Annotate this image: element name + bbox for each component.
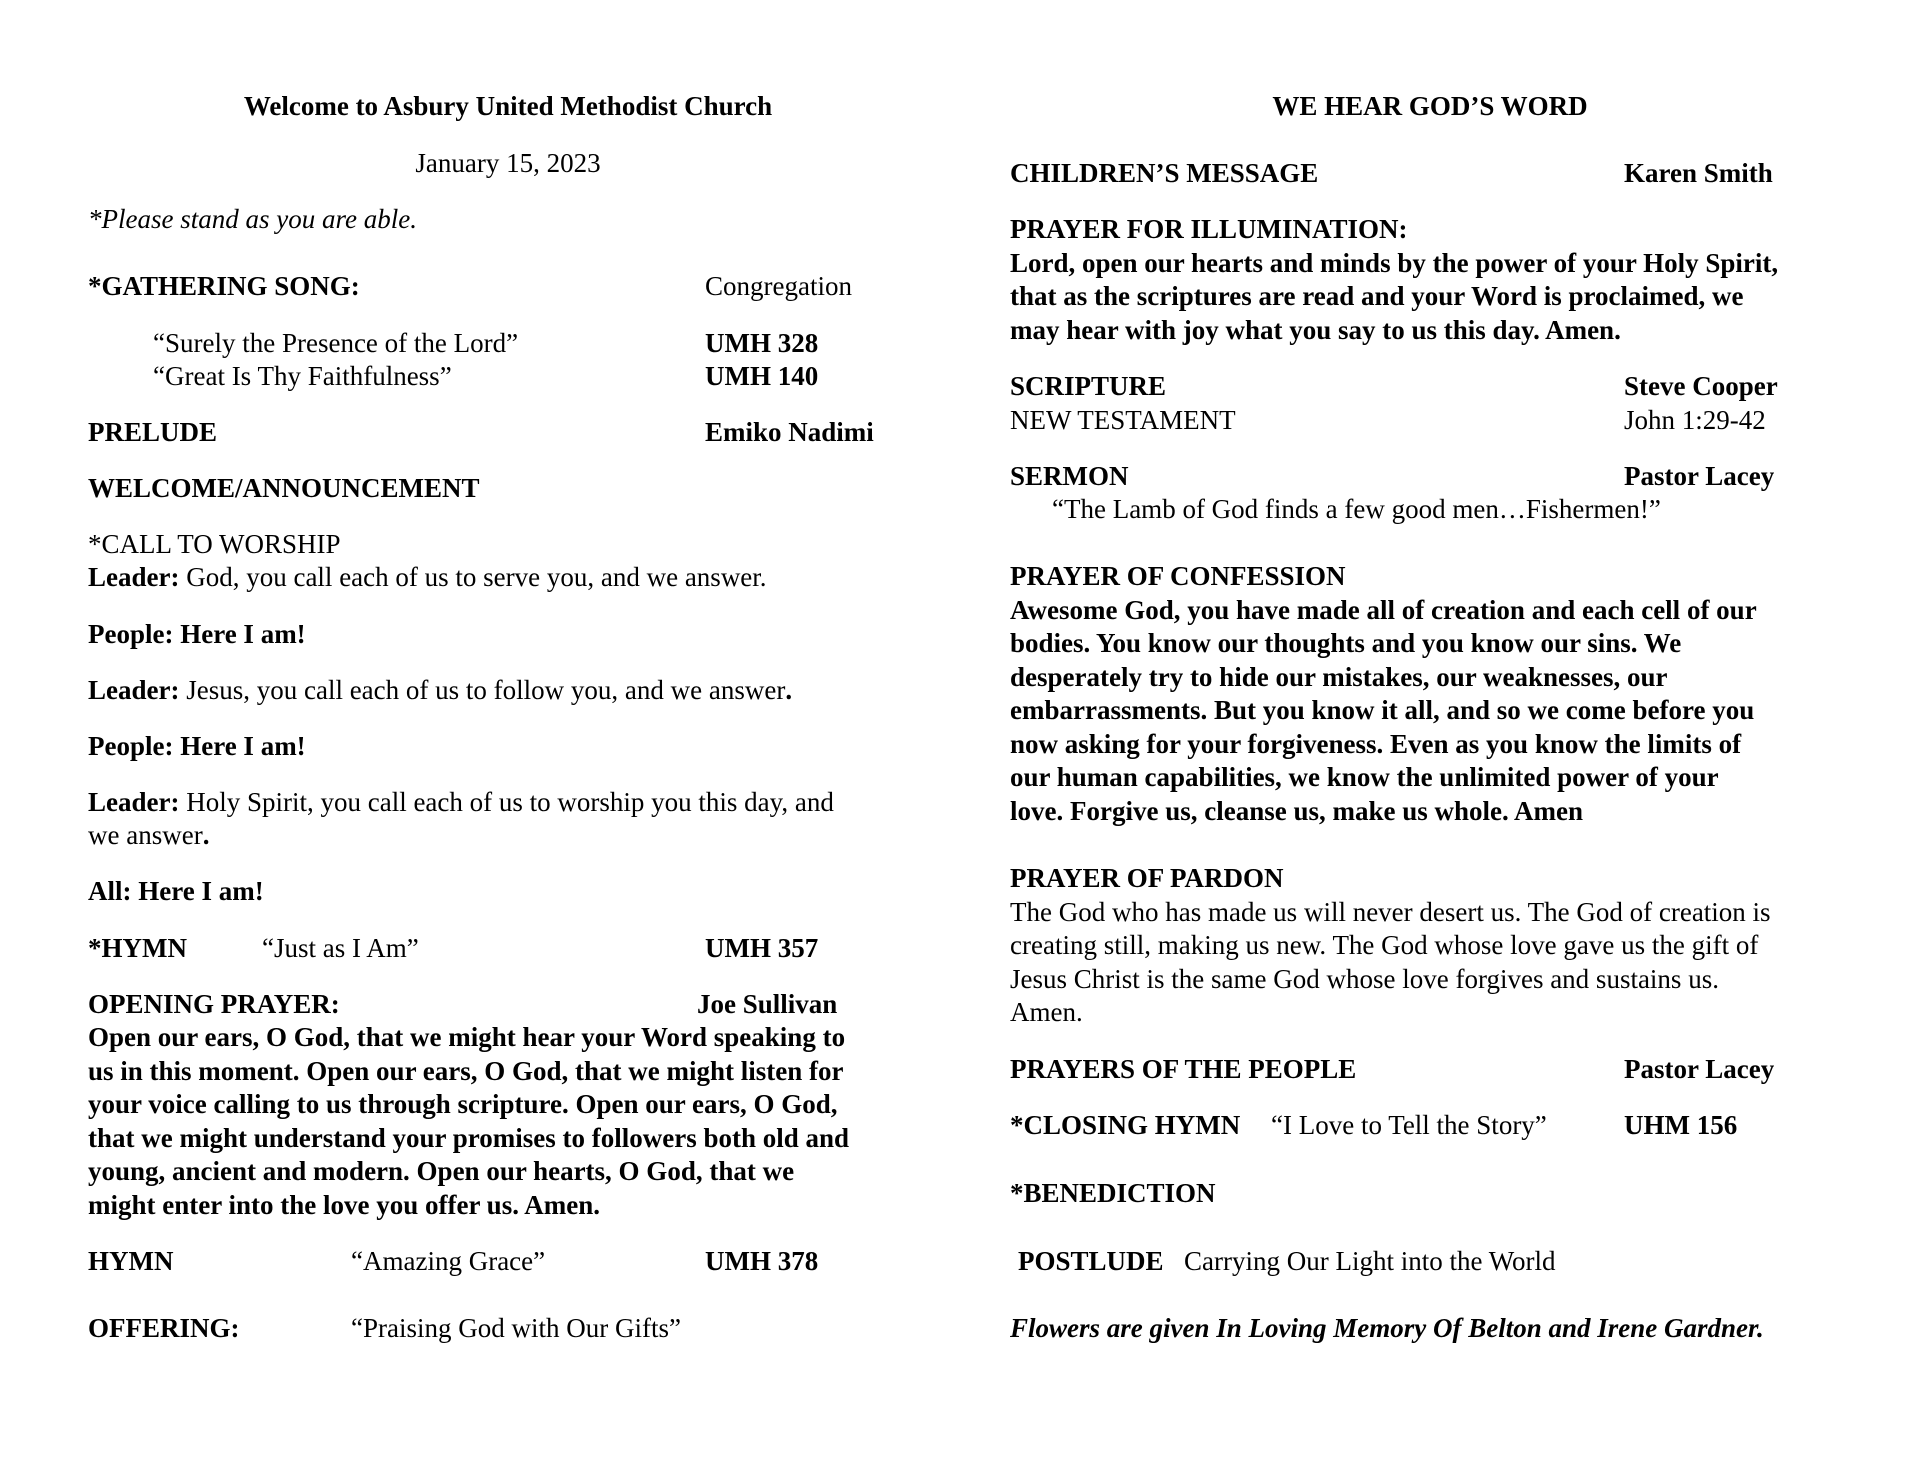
hymn-heading: HYMN bbox=[88, 1246, 174, 1276]
illumination-line: that as the scriptures are read and your Word is proclaimed, we bbox=[1010, 281, 1744, 311]
confession-line: embarrassments. But you know it all, and so we come before you bbox=[1010, 695, 1755, 725]
illumination-line: may hear with joy what you say to us this day. Amen. bbox=[1010, 315, 1621, 345]
pardon-line: The God who has made us will never desert us. The God of creation is bbox=[1010, 897, 1771, 927]
gathering-song-heading: *GATHERING SONG: bbox=[88, 271, 360, 301]
closing-hymn-title: “I Love to Tell the Story” bbox=[1271, 1110, 1547, 1140]
benediction-heading: *BENEDICTION bbox=[1010, 1178, 1216, 1208]
gathering-song-title: “Surely the Presence of the Lord” bbox=[153, 328, 519, 358]
prayers-of-people-heading: PRAYERS OF THE PEOPLE bbox=[1010, 1054, 1357, 1084]
childrens-message-leader: Karen Smith bbox=[1624, 158, 1773, 188]
confession-heading: PRAYER OF CONFESSION bbox=[1010, 561, 1346, 591]
opening-prayer-heading: OPENING PRAYER: bbox=[88, 989, 340, 1019]
prelude-performer: Emiko Nadimi bbox=[705, 417, 874, 447]
hymn-title: “Amazing Grace” bbox=[351, 1246, 546, 1276]
opening-prayer-line: might enter into the love you offer us. Amen. bbox=[88, 1190, 600, 1220]
postlude-title: Carrying Our Light into the World bbox=[1184, 1246, 1556, 1276]
opening-prayer-leader: Joe Sullivan bbox=[697, 989, 838, 1019]
scripture-testament: NEW TESTAMENT bbox=[1010, 405, 1236, 435]
confession-line: desperately try to hide our mistakes, our weaknesses, our bbox=[1010, 662, 1668, 692]
call-leader-line-continued: we answer. bbox=[88, 820, 210, 850]
confession-line: bodies. You know our thoughts and you know our sins. We bbox=[1010, 628, 1682, 658]
gathering-song-title: “Great Is Thy Faithfulness” bbox=[153, 361, 452, 391]
call-leader-line: Leader: God, you call each of us to serve you, and we answer. bbox=[88, 562, 767, 592]
call-all-response: All: Here I am! bbox=[88, 876, 264, 906]
prelude-heading: PRELUDE bbox=[88, 417, 218, 447]
sermon-preacher: Pastor Lacey bbox=[1624, 461, 1775, 491]
scripture-reader: Steve Cooper bbox=[1624, 371, 1778, 401]
call-to-worship-heading: *CALL TO WORSHIP bbox=[88, 529, 341, 559]
offering-title: “Praising God with Our Gifts” bbox=[351, 1313, 681, 1343]
service-date: January 15, 2023 bbox=[415, 148, 601, 178]
call-leader-line: Leader: Jesus, you call each of us to follow you, and we answer. bbox=[88, 675, 793, 705]
pardon-line: creating still, making us new. The God whose love gave us the gift of bbox=[1010, 930, 1759, 960]
scripture-reference: John 1:29-42 bbox=[1624, 405, 1766, 435]
confession-line: love. Forgive us, cleanse us, make us whole. Amen bbox=[1010, 796, 1583, 826]
call-people-response: People: Here I am! bbox=[88, 731, 306, 761]
opening-prayer-line: Open our ears, O God, that we might hear your Word speaking to bbox=[88, 1022, 846, 1052]
sermon-title: “The Lamb of God finds a few good men…Fishermen!” bbox=[1052, 494, 1661, 524]
welcome-heading: WELCOME/ANNOUNCEMENT bbox=[88, 473, 480, 503]
call-leader-line: Leader: Holy Spirit, you call each of us to worship you this day, and bbox=[88, 787, 834, 817]
opening-prayer-line: that we might understand your promises to followers both old and bbox=[88, 1123, 850, 1153]
scripture-heading: SCRIPTURE bbox=[1010, 371, 1167, 401]
opening-prayer-line: us in this moment. Open our ears, O God, that we might listen for bbox=[88, 1056, 844, 1086]
illumination-heading: PRAYER FOR ILLUMINATION: bbox=[1010, 214, 1408, 244]
flowers-dedication: Flowers are given In Loving Memory Of Belton and Irene Gardner. bbox=[1010, 1313, 1764, 1343]
closing-hymn-ref: UHM 156 bbox=[1624, 1110, 1738, 1140]
gathering-song-ref: UMH 140 bbox=[705, 361, 819, 391]
closing-hymn-heading: *CLOSING HYMN bbox=[1010, 1110, 1241, 1140]
section-title: WE HEAR GOD’S WORD bbox=[1272, 91, 1588, 121]
hymn-ref: UMH 378 bbox=[705, 1246, 819, 1276]
offering-heading: OFFERING: bbox=[88, 1313, 240, 1343]
confession-line: Awesome God, you have made all of creation and each cell of our bbox=[1010, 595, 1757, 625]
gathering-song-leader: Congregation bbox=[705, 271, 852, 301]
childrens-message-heading: CHILDREN’S MESSAGE bbox=[1010, 158, 1319, 188]
sermon-heading: SERMON bbox=[1010, 461, 1129, 491]
call-people-response: People: Here I am! bbox=[88, 619, 306, 649]
stand-note: *Please stand as you are able. bbox=[88, 204, 417, 234]
opening-prayer-line: young, ancient and modern. Open our hearts, O God, that we bbox=[88, 1156, 795, 1186]
confession-line: now asking for your forgiveness. Even as you know the limits of bbox=[1010, 729, 1742, 759]
opening-prayer-line: your voice calling to us through scripture. Open our ears, O God, bbox=[88, 1089, 838, 1119]
illumination-line: Lord, open our hearts and minds by the power of your Holy Spirit, bbox=[1010, 248, 1779, 278]
hymn-heading: *HYMN bbox=[88, 933, 187, 963]
confession-line: our human capabilities, we know the unlimited power of your bbox=[1010, 762, 1719, 792]
hymn-title: “Just as I Am” bbox=[262, 933, 419, 963]
pardon-heading: PRAYER OF PARDON bbox=[1010, 863, 1284, 893]
prayers-of-people-leader: Pastor Lacey bbox=[1624, 1054, 1775, 1084]
gathering-song-ref: UMH 328 bbox=[705, 328, 819, 358]
pardon-line: Amen. bbox=[1010, 997, 1083, 1027]
hymn-ref: UMH 357 bbox=[705, 933, 819, 963]
pardon-line: Jesus Christ is the same God whose love forgives and sustains us. bbox=[1010, 964, 1719, 994]
postlude-heading: POSTLUDE bbox=[1018, 1246, 1164, 1276]
page-title: Welcome to Asbury United Methodist Church bbox=[243, 91, 773, 121]
